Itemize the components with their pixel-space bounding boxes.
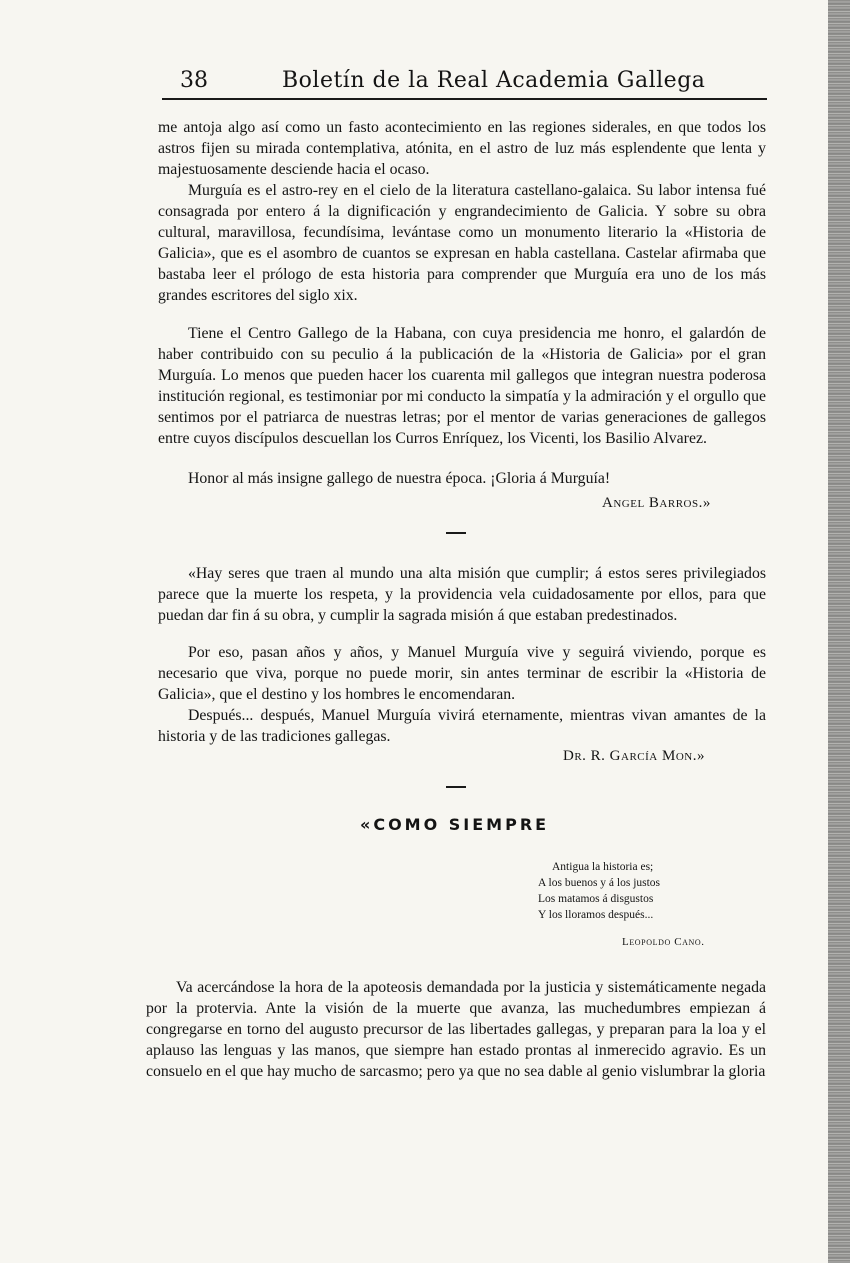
paragraph: Tiene el Centro Gallego de la Habana, con cuya presidencia me honro, el galardón de haber contribuido con su peculio á la publicación de la «Historia de Galicia» por el gran Murguía. Lo menos que pueden hacer los cuarenta mil gallegos que integran nuestra poderosa institución regional, es testimoniar por mi conducto la simpatía y la admiración y el orgullo que sentimos por el patriarca de nuestras letras; por el mentor de varias generaciones de gallegos entre cuyos discípulos descuellan los Curros Enríquez, los Vicenti, los Basilio Alvarez. bbox=[158, 325, 766, 447]
paragraph: Honor al más insigne gallego de nuestra época. ¡Gloria á Murguía! bbox=[188, 470, 611, 487]
signature: Dr. R. García Mon.» bbox=[563, 748, 705, 764]
paragraph: Va acercándose la hora de la apoteosis demandada por la justicia y sistemáticamente negada por la protervia. Ante la visión de la muerte que avanza, las muchedumbres empiezan á congregarse en torno del augusto precursor de las libertades gallegas, y preparan para la loa y el aplauso las lenguas y las manos, que siempre han estado prontas al inmerecido agravio. Es un consuelo en el que hay mucho de sarcasmo; pero ya que no sea dable al genio vislumbrar la gloria bbox=[146, 979, 766, 1080]
separator-dash bbox=[446, 532, 466, 534]
epigraph-line: A los buenos y á los justos bbox=[538, 877, 661, 889]
epigraph-line: Los matamos á disgustos bbox=[538, 893, 654, 905]
paragraph: Murguía es el astro-rey en el cielo de la literatura castellano-galaica. Su labor intensa fué consagrada por entero á la dignificación y engrandecimiento de Galicia. Y sobre su obra cultural, maravillosa, fecundísima, levántase como un monumento literario la «Historia de Galicia», que es el asombro de cuantos se expresan en habla castellana. Castelar afirmaba que bastaba leer el prólogo de esta historia para comprender que Murguía era uno de los más grandes escritores del siglo xix. bbox=[158, 182, 766, 304]
paragraph: Después... después, Manuel Murguía vivirá eternamente, mientras vivan amantes de la historia y de las tradiciones gallegas. bbox=[158, 707, 766, 745]
epigraph-author: Leopoldo Cano. bbox=[622, 936, 705, 948]
paragraph: me antoja algo así como un fasto acontecimiento en las regiones siderales, en que todos los astros fijen su mirada contemplativa, atónita, en el astro de luz más esplendente que lenta y majestuosamente desciende hacia el ocaso. bbox=[158, 119, 766, 178]
paragraph: Por eso, pasan años y años, y Manuel Murguía vive y seguirá viviendo, porque es necesario que viva, porque no puede morir, sin antes terminar de escribir la «Historia de Galicia», que el destino y los hombres le encomendaran. bbox=[158, 644, 766, 703]
epigraph-line: Y los lloramos después... bbox=[538, 909, 654, 921]
running-title: Boletín de la Real Academia Gallega bbox=[282, 68, 706, 93]
paragraph: «Hay seres que traen al mundo una alta misión que cumplir; á estos seres privilegiados parece que la muerte los respeta, y la providencia vela cuidadosamente por ellos, para que puedan dar fin á su obra, y cumplir la sagrada misión á que estaban predestinados. bbox=[158, 565, 766, 624]
header-rule bbox=[162, 98, 767, 100]
epigraph-line: Antigua la historia es; bbox=[552, 861, 654, 873]
separator-dash bbox=[446, 786, 466, 788]
section-title: «COMO SIEMPRE bbox=[360, 815, 550, 834]
signature: Angel Barros.» bbox=[602, 495, 711, 511]
page-edge-shadow bbox=[828, 0, 850, 1263]
page-number: 38 bbox=[180, 68, 208, 93]
running-header bbox=[162, 64, 767, 100]
epigraph bbox=[538, 859, 738, 923]
